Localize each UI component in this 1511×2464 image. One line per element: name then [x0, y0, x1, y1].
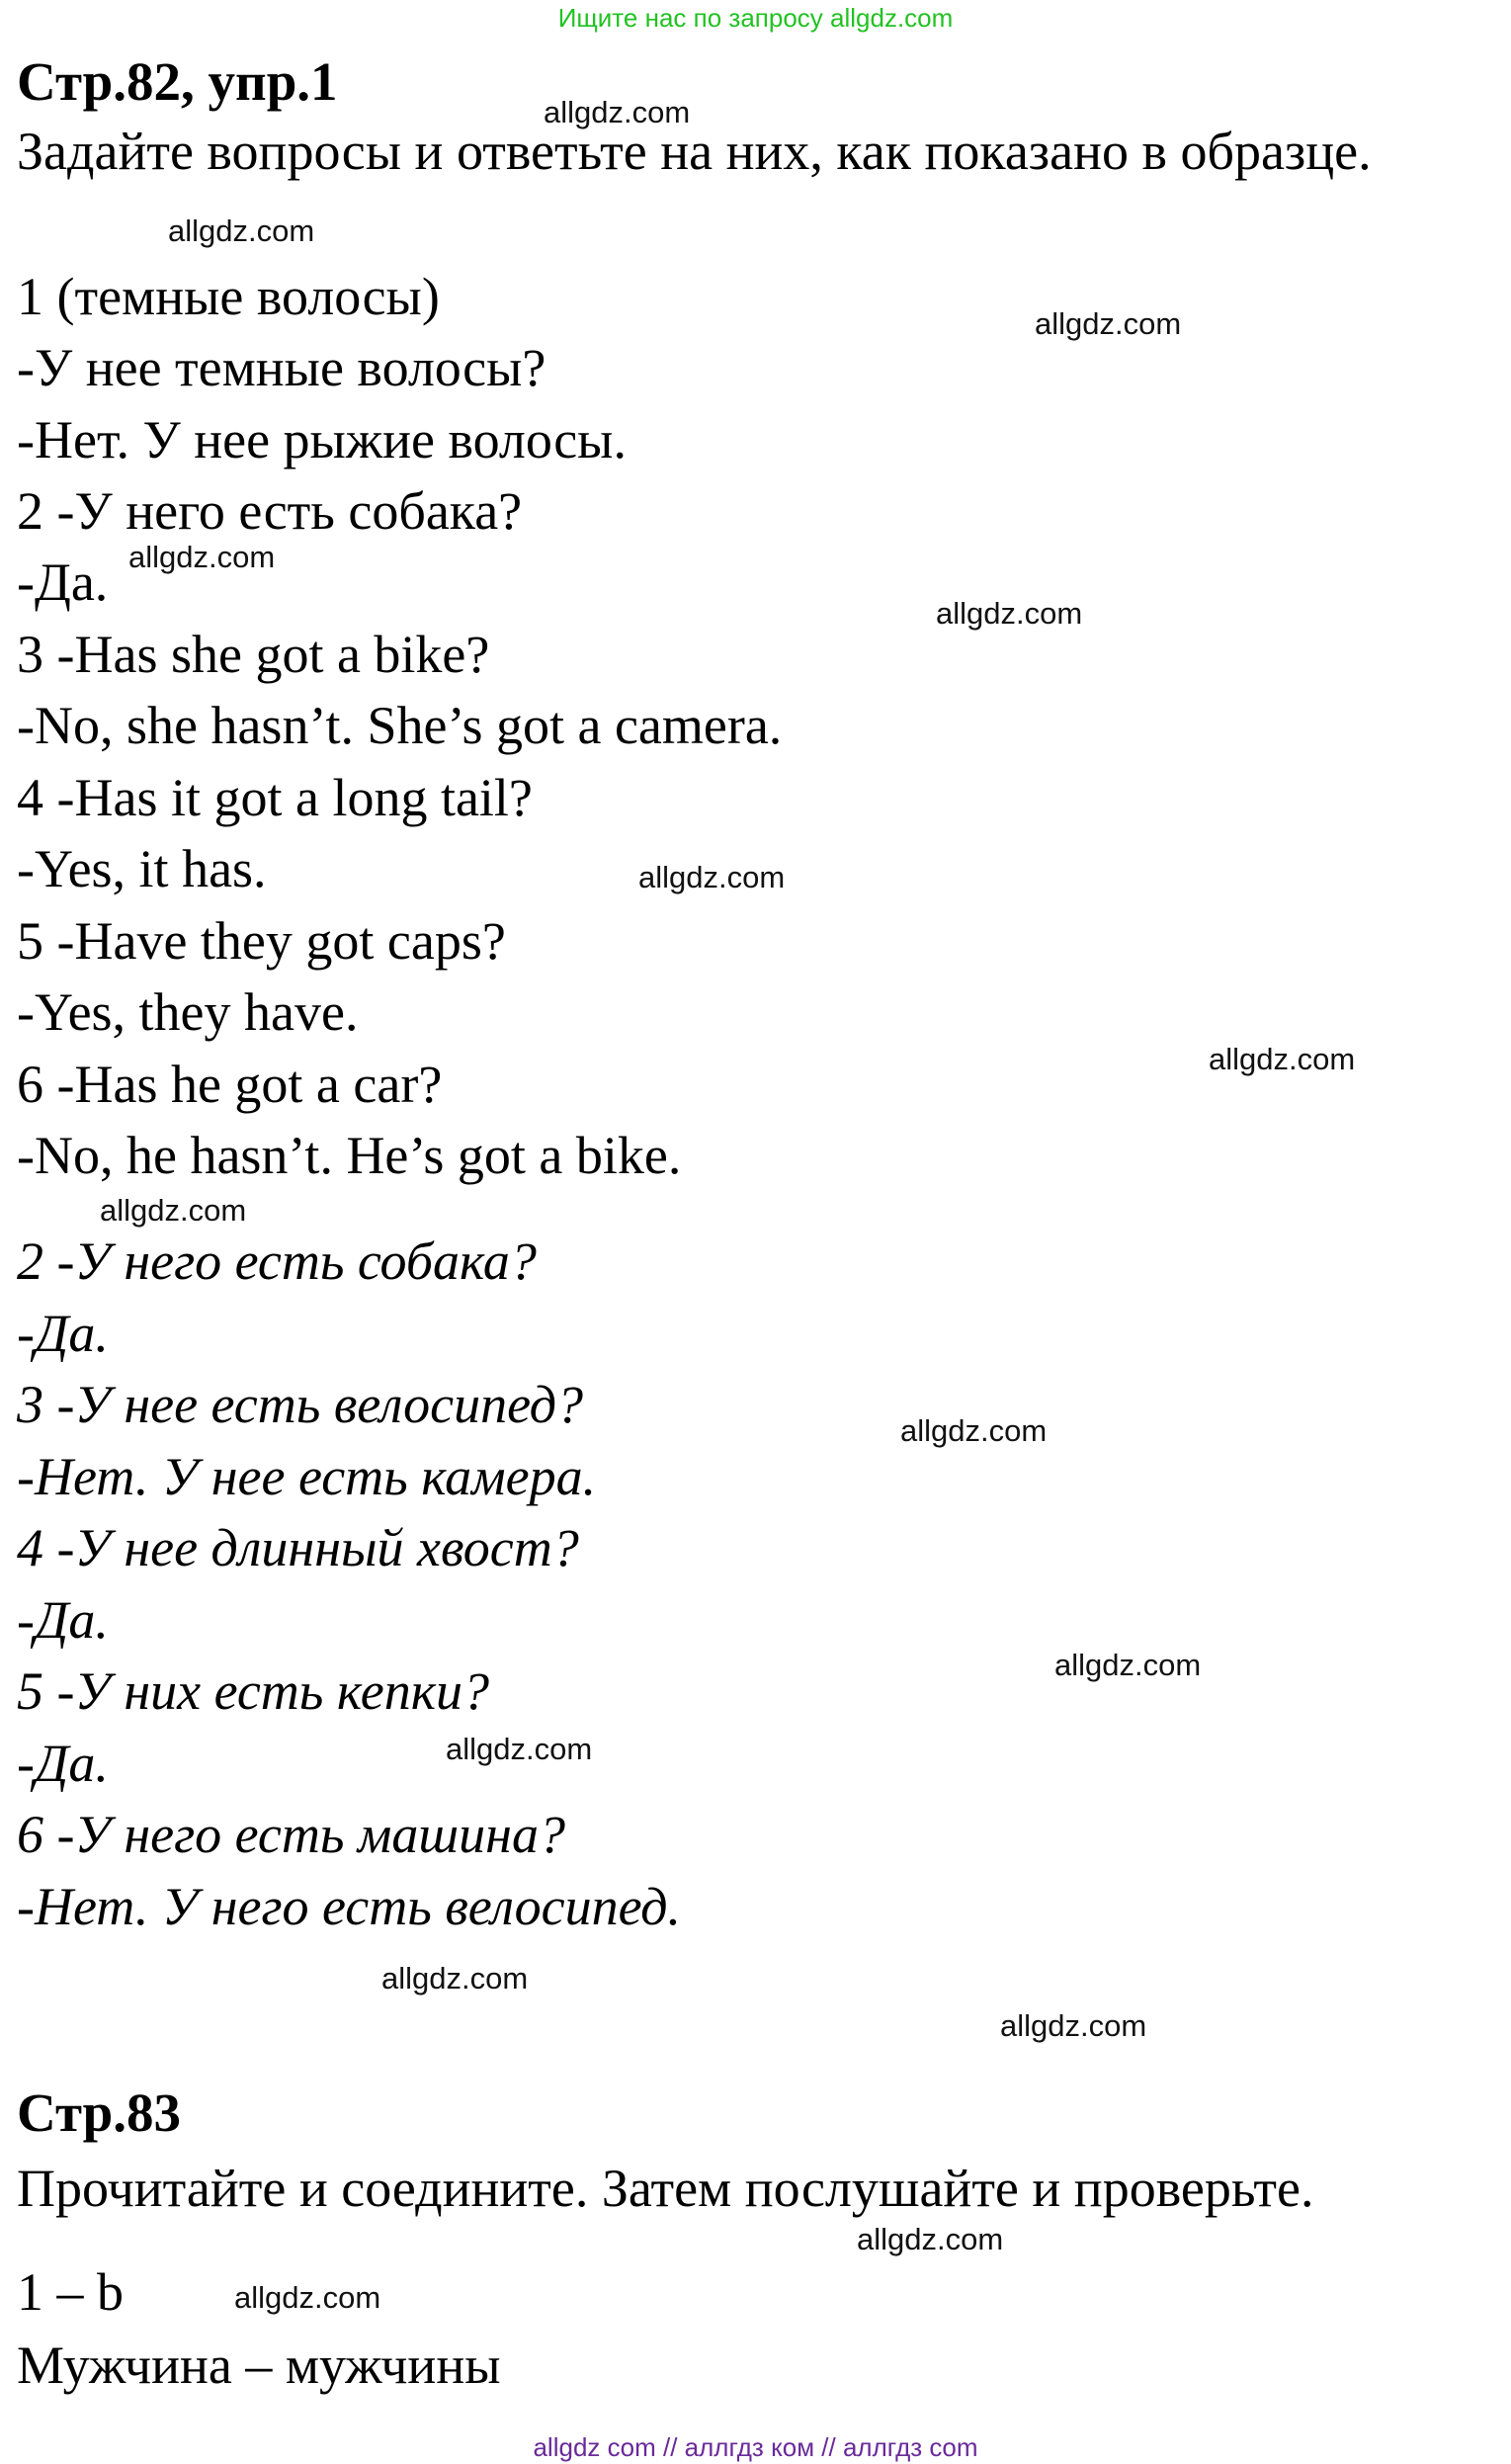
watermark: allgdz.com	[446, 1732, 593, 1766]
translation-line: 4 -У нее длинный хвост?	[17, 1518, 579, 1577]
translation-line: -Да.	[17, 1734, 109, 1793]
answer-line: -Да.	[17, 552, 109, 612]
watermark: allgdz.com	[544, 95, 691, 129]
answer-line: 3 -Has she got a bike?	[17, 625, 490, 684]
watermark: allgdz.com	[168, 213, 315, 248]
watermark: allgdz.com	[936, 596, 1083, 631]
watermark: allgdz.com	[100, 1193, 247, 1228]
watermark: allgdz.com	[1054, 1648, 1202, 1682]
translation-line: -Да.	[17, 1590, 109, 1650]
translation-line: -Нет. У нее есть камера.	[17, 1447, 597, 1506]
watermark: allgdz.com	[1000, 2008, 1147, 2043]
watermark: allgdz.com	[381, 1961, 529, 1996]
answer-line: 2 -У него есть собака?	[17, 481, 523, 541]
answer-line: -Нет. У нее рыжие волосы.	[17, 410, 627, 469]
section-heading: Стр.83	[17, 2082, 182, 2143]
answer-line: -No, she hasn’t. She’s got a camera.	[17, 696, 783, 755]
translation-line: 2 -У него есть собака?	[17, 1232, 537, 1291]
watermark: allgdz.com	[1209, 1042, 1356, 1076]
answer-line: 1 (темные волосы)	[17, 267, 440, 326]
translation-line: -Да.	[17, 1304, 109, 1363]
watermark: allgdz.com	[128, 540, 276, 574]
top-banner: Ищите нас по запросу allgdz.com	[557, 3, 954, 33]
watermark: allgdz.com	[857, 2222, 1004, 2256]
answer-line: -No, he hasn’t. He’s got a bike.	[17, 1126, 682, 1185]
translation-line: 5 -У них есть кепки?	[17, 1661, 490, 1721]
answer-line: 6 -Has he got a car?	[17, 1055, 443, 1114]
answer-line: Мужчина – мужчины	[17, 2336, 501, 2395]
watermark: allgdz.com	[900, 1413, 1048, 1448]
translation-line: 3 -У нее есть велосипед?	[17, 1375, 584, 1434]
watermark: allgdz.com	[1035, 306, 1182, 341]
answer-line: -Yes, they have.	[17, 982, 359, 1042]
translation-line: -Нет. У него есть велосипед.	[17, 1877, 682, 1936]
instruction: Прочитайте и соедините. Затем послушайте и проверьте.	[17, 2159, 1314, 2218]
answer-line: -У нее темные волосы?	[17, 338, 546, 397]
answer-line: 1 – b	[17, 2262, 124, 2322]
answer-line: 5 -Have they got caps?	[17, 911, 506, 971]
answer-line: -Yes, it has.	[17, 839, 267, 898]
watermark: allgdz.com	[638, 860, 786, 894]
translation-line: 6 -У него есть машина?	[17, 1805, 565, 1864]
instruction: Задайте вопросы и ответьте на них, как показано в образце.	[17, 122, 1372, 181]
footer-links: allgdz com // аллгдз ком // аллгдз com	[533, 2432, 978, 2462]
watermark: allgdz.com	[234, 2280, 381, 2315]
section-heading: Стр.82, упр.1	[17, 51, 338, 112]
answer-line: 4 -Has it got a long tail?	[17, 768, 533, 827]
